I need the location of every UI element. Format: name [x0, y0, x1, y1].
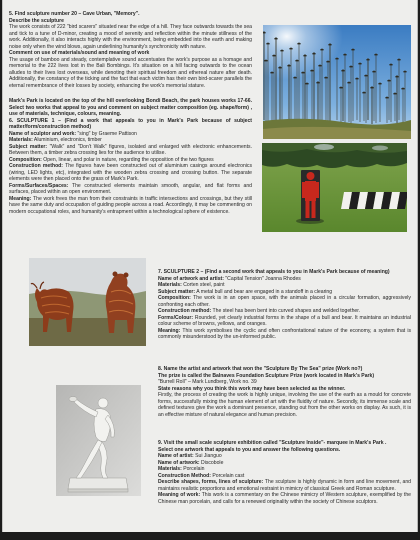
- field-label: Subject matter:: [9, 143, 48, 150]
- document-page: [2, 0, 418, 532]
- field-label: Forms/Surfaces/Spaces:: [9, 182, 69, 189]
- field-label: Name of artwork:: [158, 459, 200, 466]
- field-value: "sing" by Graeme Pattison: [77, 130, 137, 137]
- field-value: The work frees the man from their constraints in traffic intersections and crossings, but they still have the same duty and occupation of guiding people across a road. Accordingly, it may be commenting on modern occupational roles, and humanity's entrapment within a technological sphere of existence.: [9, 195, 253, 215]
- field-value: Porcelain cast: [212, 472, 245, 479]
- bird-scarer-blade: [364, 75, 367, 76]
- bird-scarer-blade: [403, 71, 406, 72]
- s7-field-meaning: [158, 328, 411, 341]
- field-label: Construction method:: [158, 308, 212, 314]
- s9-field-describe: [158, 479, 411, 492]
- field-label: Name of artist:: [158, 453, 194, 459]
- field-value: This work is a commentary on the Chinese mimicry of Western sculpture, exemplified by the Chinese man porcelain, and calls for a renewed originality within the society of Chinese sculptors.: [158, 492, 411, 505]
- section-9-heading: 9. Visit the small scale sculpture exhibition called "Sculpture Inside"- marquee in Mark's Park .: [158, 440, 387, 446]
- field-label: Construction method:: [9, 163, 63, 169]
- field-label: Name of artwork and artist:: [158, 275, 224, 282]
- section-9-text: [158, 440, 411, 505]
- s6-field-construction: [9, 163, 252, 183]
- field-value: A metal bull and bear are engaged in a standoff in a clearing: [196, 288, 333, 295]
- bird-scarer-blade: [401, 88, 404, 89]
- bird-scarer-blade: [303, 55, 306, 56]
- bird-scarer-blade: [335, 58, 338, 59]
- bird-scarer-blade: [264, 60, 267, 61]
- bird-scarer-blade: [362, 92, 365, 93]
- sing-photo-graphic: [262, 143, 407, 232]
- bird-scarer-blade: [389, 64, 392, 65]
- bird-scarer-blade: [289, 48, 292, 49]
- bird-scarer-blade: [324, 77, 327, 78]
- section-7-text: [158, 269, 411, 341]
- bird-scarer-blade: [278, 67, 281, 68]
- bird-scarer-blade: [341, 70, 344, 71]
- discobole-photo-graphic: [56, 385, 141, 496]
- bird-scarer-blade: [358, 63, 361, 64]
- section-8-heading: 8. Name the artist and artwork that won the "Sculpture By The Sea" prize (Work no?): [158, 366, 363, 372]
- s7-field-forms: [158, 315, 411, 328]
- s7-field-composition: [158, 295, 411, 308]
- comment-text: The usage of bamboo and steady, contemplative sound accentuates the work's purpose as a homage and memorial to the 222 lives lost in the Bali Bombings. It's situation on a hill facing outwards to the ocean alludes to their lives lost overseas, while denoting their spiritual freedom and ethereal nature after death. Additionally, the constancy of the ticking and the fact that each victim has their own bird-scarer parallels the eternal remembrance of their losses by society, enhancing the work's memorial stature.: [9, 56, 252, 89]
- marks-park-intro: Mark's Park is located on the top of the hill overlooking Bondi Beach, the park houses works 17-66. Select two works that appeal to you and comment on subject matter composition (eg. shape/form) , use of materials, technique, colours, meaning.: [9, 98, 252, 117]
- field-label: Composition:: [158, 295, 191, 301]
- comment-label: Comment on use of materials/sound and meaning of work: [9, 50, 150, 56]
- bird-scarer-blade: [320, 49, 323, 50]
- prize-name: The prize is called the Balnaves Foundation Sculpture Prize (work located in Mark's Park): [158, 372, 375, 379]
- field-label: Composition:: [9, 156, 42, 163]
- bird-scarer-blade: [301, 72, 304, 73]
- describe-label: Describe the sculpture: [9, 17, 64, 24]
- bird-scarer-blade: [263, 32, 266, 33]
- bird-scarer-blade: [339, 87, 342, 88]
- zebra-crossing: [341, 192, 407, 209]
- photo-memory-bird-scarers: [263, 25, 411, 139]
- bird-scarer-blade: [318, 65, 321, 66]
- field-value: This work symbolises the cyclic and often confrontational nature of the economy, a system that is commonly misunderstood by the un-informed public.: [158, 327, 411, 340]
- bird-scarer-blade: [374, 54, 377, 55]
- section-5-heading: 5. Find sculpture number 20 – Cave Urban, "Memory".: [9, 11, 140, 17]
- bird-scarer-blade: [355, 78, 358, 79]
- bird-scarer-blade: [272, 55, 275, 56]
- bird-scarer-blade: [326, 61, 329, 62]
- bird-scarer-blade: [370, 87, 373, 88]
- bird-scarer-blade: [295, 60, 298, 61]
- field-label: Construction Method:: [158, 472, 211, 479]
- describe-text: The work consists of 222 "bird scarers" situated near the edge of a hill. They face outwards towards the sea and tick to a tune of D-minor, creating a mood of serenity and reflection within the minute stillness of the work. Additionally, it also interacts highly with the environment, being embedded into the earth and making noise only when the wind blows, again underlining humanity's synchronicity with nature.: [9, 24, 252, 50]
- bird-scarer-blade: [372, 71, 375, 72]
- bird-scarer-blade: [378, 83, 381, 84]
- field-label: Meaning:: [158, 327, 181, 334]
- field-value: Aluminium, electronics, timber: [33, 137, 102, 143]
- field-label: Meaning of work:: [158, 492, 201, 498]
- field-label: Materials:: [158, 466, 182, 472]
- field-value: "Walk" and "Don't Walk" figures, isolated and enlarged with electronic enhancements. Between them, a timber zebra crossing lies for the audience to utilise.: [9, 143, 252, 156]
- field-value: Corten steel, paint: [183, 282, 225, 288]
- field-label: Materials:: [158, 282, 182, 288]
- field-value: The figures have been constructed out of aluminium casings around electronics (wiring, LED lights, etc), integrated with the wooden zebra crossing and crossing button. The separate elements were then placed onto the grass of Mark's Park.: [9, 163, 253, 182]
- bird-scarer-blade: [274, 38, 277, 39]
- winning-work: "Burrell Roll" – Mark Lundberg, Work no. 39: [158, 379, 257, 385]
- field-value: Rounded, yet clearly industrial forms in the shape of a bull and bear. It maintains an industrial colour scheme of browns, yellows, and oranges.: [158, 314, 411, 327]
- field-label: Meaning:: [9, 195, 32, 202]
- section-7-heading: 7. SCULPTURE 2 – (Find a second work that appeals to you in Mark's Park because of meaning): [158, 269, 390, 275]
- bird-scarer-blade: [393, 93, 396, 94]
- bird-scarer-blade: [305, 83, 308, 84]
- field-value: Discobole: [201, 459, 224, 466]
- field-value: The steel has been bent into curved shapes and welded together.: [212, 308, 361, 314]
- memory-photo-graphic: [263, 25, 411, 139]
- section-5-6-text: [9, 11, 252, 215]
- s9-field-meaning: [158, 492, 411, 505]
- photo-discobole-statue: [56, 385, 141, 496]
- field-value: "Capital Tension" Joanna Rhodes: [225, 275, 301, 282]
- photo-sing-sculpture: [262, 143, 407, 232]
- field-label: Forms/Colour:: [158, 314, 194, 321]
- bird-scarer-blade: [310, 70, 313, 71]
- bird-scarer-blade: [397, 59, 400, 60]
- s6-field-meaning: [9, 196, 252, 216]
- section-6-heading: 6. SCULPTURE 1 – (Find a work that appeals to you in Mark's Park because of subject matter/form/construction method): [9, 117, 252, 130]
- bird-scarer-blade: [328, 44, 331, 45]
- capital-tension-photo-graphic: [29, 258, 146, 346]
- bird-scarer-blade: [387, 80, 390, 81]
- bird-scarer-blade: [385, 97, 388, 98]
- bird-scarer-blade: [347, 82, 350, 83]
- bird-scarer-blade: [280, 50, 283, 51]
- bird-scarer-blade: [293, 77, 296, 78]
- bird-scarer-blade: [349, 66, 352, 67]
- bird-scarer-blade: [366, 59, 369, 60]
- bird-scarer-blade: [287, 65, 290, 66]
- field-label: Describe shapes, forms, lines of sculpture:: [158, 479, 264, 485]
- bird-scarer-blade: [316, 82, 319, 83]
- bird-scarer-blade: [395, 76, 398, 77]
- field-value: The work is in an open space, with the animals placed in a circular formation, aggressively confronting each other.: [158, 295, 411, 308]
- section-8-text: [158, 366, 411, 418]
- photo-capital-tension-sculpture: [29, 258, 146, 346]
- field-value: The sculpture is highly dynamic in form and line movement, and maintains realistic proportions and emotional restraint in mimicry of classical Greek and Roman sculpture.: [158, 479, 412, 492]
- field-label: Materials:: [9, 137, 33, 143]
- bird-scarer-blade: [312, 53, 315, 54]
- field-label: Subject matter:: [158, 288, 196, 295]
- field-value: Open, linear, and polar in nature, regarding the opposition of the two figures: [43, 156, 214, 163]
- reasons-text: Firstly, the process of creating the work is highly unique, involving the use of the earth as a mould for concrete forms, successfully mixing the human element of art with the fluidity of nature. Secondly, its immense scale and defined textures give the work a dominant presence, standing out from the other works on display. As such, it is an effective mixture of natural elegance and human precision.: [158, 392, 411, 418]
- reasons-label: State reasons why you think this work may have been selected as the winner.: [158, 385, 346, 392]
- bird-scarer-blade: [351, 49, 354, 50]
- field-value: Sui Jianguo: [195, 453, 222, 459]
- field-value: Porcelain: [183, 466, 205, 472]
- s6-field-forms: [9, 183, 252, 196]
- bird-scarer-blade: [297, 43, 300, 44]
- section-9-instruction: Select one artwork that appeals to you and answer the following questions.: [158, 446, 341, 453]
- bird-scarer-blade: [266, 43, 269, 44]
- bird-scarer-blade: [270, 72, 273, 73]
- s6-field-subject: [9, 144, 252, 157]
- field-label: Name of sculptor and work:: [9, 130, 77, 137]
- bird-scarer-blade: [343, 54, 346, 55]
- field-value: The constructed elements maintain smooth, angular, and flat forms and surfaces, placed within an open environment.: [9, 182, 252, 195]
